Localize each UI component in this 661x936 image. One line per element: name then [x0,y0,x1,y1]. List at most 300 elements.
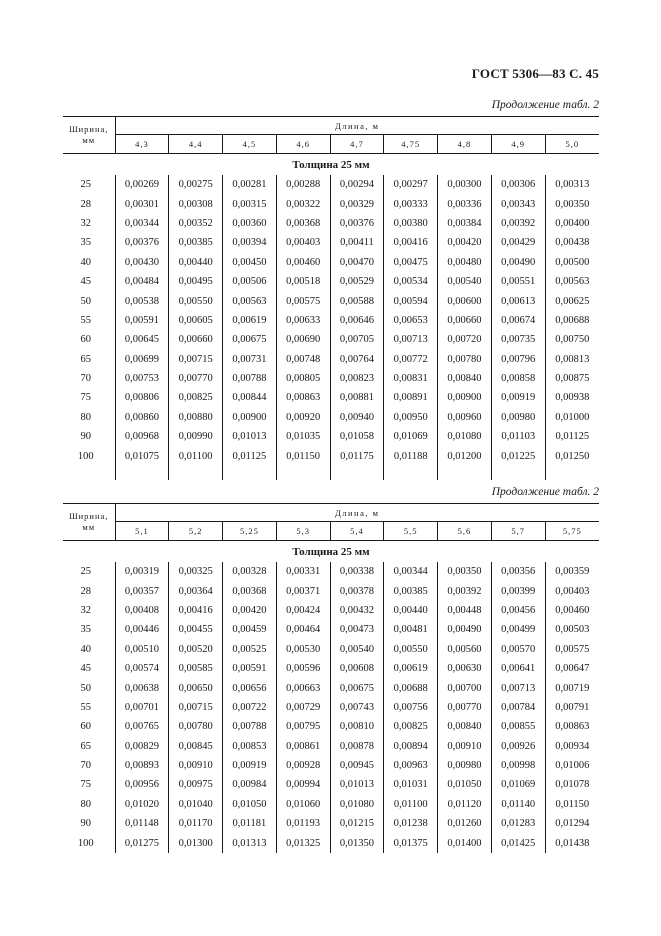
value-cell: 0,00700 [438,678,492,697]
value-cell: 0,00950 [384,408,438,427]
value-cell: 0,01294 [555,818,590,830]
value-cell: 0,00460 [555,604,590,616]
value-cell: 0,00294 [330,175,384,194]
value-cell: 0,00791 [555,701,590,713]
value-cell: 0,00653 [384,311,438,330]
value-cell: 0,01175 [330,446,384,465]
value-cell: 0,00550 [384,640,438,659]
value-cell: 0,00880 [169,408,223,427]
value-cell: 0,00563 [223,291,277,310]
length-column-header: 4,5 [223,135,277,154]
value-cell: 0,00385 [384,581,438,600]
value-cell: 0,00633 [276,311,330,330]
value-cell: 0,01100 [169,446,223,465]
value-cell: 0,00900 [438,388,492,407]
value-cell: 0,00520 [169,640,223,659]
value-cell: 0,00403 [276,233,330,252]
width-cell: 32 [63,601,115,620]
value-cell: 0,00630 [438,659,492,678]
value-cell: 0,00975 [169,775,223,794]
value-cell: 0,00715 [169,350,223,369]
value-cell: 0,00844 [223,388,277,407]
value-cell: 0,00325 [169,562,223,581]
value-cell: 0,00420 [438,233,492,252]
value-cell: 0,00440 [384,601,438,620]
value-cell: 0,00364 [169,581,223,600]
value-cell: 0,00350 [555,198,590,210]
value-cell: 0,00980 [491,408,545,427]
value-cell: 0,01283 [491,814,545,833]
width-cell: 100 [63,833,115,852]
length-column-header: 5,6 [438,522,492,541]
length-column-header: 5,25 [223,522,277,541]
value-cell: 0,00331 [276,562,330,581]
width-header-label: Ширина, [69,124,109,134]
table-column-extension [276,466,330,480]
table-row [63,388,599,407]
value-cell: 0,00343 [491,194,545,213]
value-cell: 0,00500 [555,256,590,268]
value-cell: 0,00313 [555,179,590,191]
value-cell: 0,00780 [438,350,492,369]
value-cell: 0,00940 [330,408,384,427]
value-cell: 0,00336 [438,194,492,213]
table-row [63,640,599,659]
table-row [63,795,599,814]
value-cell: 0,00400 [555,217,590,229]
value-cell: 0,00705 [330,330,384,349]
value-cell: 0,00306 [491,175,545,194]
width-cell: 75 [63,775,115,794]
table-row [63,678,599,697]
value-cell: 0,01120 [438,795,492,814]
value-cell: 0,00795 [276,717,330,736]
value-cell: 0,01069 [491,775,545,794]
value-cell: 0,01040 [169,795,223,814]
value-cell: 0,00646 [330,311,384,330]
value-cell: 0,00538 [115,291,169,310]
value-cell: 0,00455 [169,620,223,639]
value-cell: 0,00371 [276,581,330,600]
value-cell: 0,00329 [330,194,384,213]
value-cell: 0,00591 [223,659,277,678]
value-cell: 0,00368 [223,581,277,600]
value-cell: 0,01006 [555,760,590,772]
value-cell: 0,00894 [384,737,438,756]
value-cell: 0,00551 [491,272,545,291]
value-cell: 0,00403 [555,585,590,597]
value-cell: 0,01325 [276,833,330,852]
table-row [63,175,599,194]
value-cell: 0,00506 [223,272,277,291]
value-cell: 0,00357 [115,581,169,600]
table-row [63,698,599,717]
value-cell: 0,00928 [276,756,330,775]
value-cell: 0,00699 [115,350,169,369]
table-row [63,620,599,639]
value-cell: 0,00963 [384,756,438,775]
width-cell: 60 [63,330,115,349]
table-row [63,737,599,756]
value-cell: 0,00359 [555,566,590,578]
value-cell: 0,00394 [223,233,277,252]
value-cell: 0,00863 [555,721,590,733]
value-cell: 0,00875 [555,373,590,385]
table-row [63,233,599,252]
width-cell: 45 [63,272,115,291]
value-cell: 0,00416 [384,233,438,252]
table-row [63,330,599,349]
value-cell: 0,00638 [115,678,169,697]
value-cell: 0,00663 [276,678,330,697]
value-cell: 0,00490 [438,620,492,639]
value-cell: 0,00392 [491,214,545,233]
table-column-extension [223,466,277,480]
table-column-extension [330,466,384,480]
thickness-label: Толщина 25 мм [292,158,370,171]
value-cell: 0,00720 [438,330,492,349]
length-column-header: 4,3 [115,135,169,154]
value-cell: 0,00731 [223,350,277,369]
value-cell: 0,00456 [491,601,545,620]
table-row [63,756,599,775]
value-cell: 0,01080 [438,427,492,446]
length-header: Длина, м [115,504,599,522]
table-column-extension [491,466,545,480]
value-cell: 0,00813 [555,353,590,365]
value-cell: 0,00825 [169,388,223,407]
table-column-extension [169,466,223,480]
table-row [63,581,599,600]
value-cell: 0,00356 [491,562,545,581]
width-cell: 100 [63,446,115,465]
value-cell: 0,01181 [223,814,277,833]
value-cell: 0,00424 [276,601,330,620]
value-cell: 0,01425 [491,833,545,852]
value-cell: 0,00715 [169,698,223,717]
value-cell: 0,00550 [169,291,223,310]
value-cell: 0,00934 [555,740,590,752]
value-cell: 0,00788 [223,717,277,736]
length-header: Длина, м [115,117,599,135]
table-row [63,369,599,388]
value-cell: 0,00297 [384,175,438,194]
value-cell: 0,00748 [276,350,330,369]
length-column-header: 5,4 [330,522,384,541]
value-cell: 0,00770 [438,698,492,717]
value-cell: 0,00860 [115,408,169,427]
value-cell: 0,00575 [276,291,330,310]
value-cell: 0,00510 [115,640,169,659]
value-cell: 0,00594 [384,291,438,310]
value-cell: 0,00560 [438,640,492,659]
value-cell: 0,00333 [384,194,438,213]
table-1 [63,116,599,480]
value-cell: 0,00619 [223,311,277,330]
value-cell: 0,00780 [169,717,223,736]
value-cell: 0,00784 [491,698,545,717]
width-cell: 90 [63,814,115,833]
value-cell: 0,00585 [169,659,223,678]
value-cell: 0,00688 [384,678,438,697]
value-cell: 0,00647 [555,663,590,675]
width-cell: 40 [63,253,115,272]
value-cell: 0,00675 [223,330,277,349]
value-cell: 0,00910 [169,756,223,775]
width-cell: 28 [63,581,115,600]
value-cell: 0,00344 [115,214,169,233]
value-cell: 0,00840 [438,369,492,388]
width-cell: 70 [63,756,115,775]
value-cell: 0,01260 [438,814,492,833]
value-cell: 0,00968 [115,427,169,446]
width-cell: 75 [63,388,115,407]
length-column-header: 4,4 [169,135,223,154]
value-cell: 0,00308 [169,194,223,213]
value-cell: 0,01150 [555,798,590,810]
value-cell: 0,01400 [438,833,492,852]
table-column-extension [438,466,492,480]
length-column-header: 5,75 [545,522,599,541]
value-cell: 0,00750 [555,334,590,346]
value-cell: 0,00688 [555,314,590,326]
value-cell: 0,01170 [169,814,223,833]
length-column-header: 4,75 [384,135,438,154]
value-cell: 0,00845 [169,737,223,756]
value-cell: 0,00378 [330,581,384,600]
value-cell: 0,00823 [330,369,384,388]
value-cell: 0,00713 [384,330,438,349]
value-cell: 0,00984 [223,775,277,794]
table-1-body [63,175,599,466]
table-2-continuation-label: Продолжение табл. 2 [491,486,599,498]
value-cell: 0,00770 [169,369,223,388]
value-cell: 0,00753 [115,369,169,388]
length-column-header: 5,5 [384,522,438,541]
value-cell: 0,01225 [491,446,545,465]
width-header [63,504,115,541]
value-cell: 0,01100 [384,795,438,814]
value-cell: 0,00540 [438,272,492,291]
value-cell: 0,00534 [384,272,438,291]
value-cell: 0,00416 [169,601,223,620]
value-cell: 0,00499 [491,620,545,639]
value-cell: 0,00660 [438,311,492,330]
width-cell: 40 [63,640,115,659]
value-cell: 0,00855 [491,717,545,736]
value-cell: 0,00438 [555,237,590,249]
length-column-headers [63,135,599,154]
value-cell: 0,00328 [223,562,277,581]
table-row [63,717,599,736]
value-cell: 0,00464 [276,620,330,639]
value-cell: 0,00319 [115,562,169,581]
value-cell: 0,00650 [169,678,223,697]
value-cell: 0,00863 [276,388,330,407]
value-cell: 0,01125 [555,431,590,443]
value-cell: 0,01188 [384,446,438,465]
value-cell: 0,00460 [276,253,330,272]
value-cell: 0,01013 [330,775,384,794]
length-column-headers [63,522,599,541]
length-column-header: 4,8 [438,135,492,154]
value-cell: 0,00530 [276,640,330,659]
value-cell: 0,00322 [276,194,330,213]
table-1-continuation-label: Продолжение табл. 2 [491,99,599,111]
table-row [63,562,599,581]
value-cell: 0,00772 [384,350,438,369]
value-cell: 0,00574 [115,659,169,678]
width-cell: 28 [63,194,115,213]
value-cell: 0,00722 [223,698,277,717]
value-cell: 0,00764 [330,350,384,369]
value-cell: 0,00411 [330,233,384,252]
value-cell: 0,00656 [223,678,277,697]
value-cell: 0,00829 [115,737,169,756]
value-cell: 0,00788 [223,369,277,388]
width-cell: 25 [63,562,115,581]
value-cell: 0,01069 [384,427,438,446]
value-cell: 0,00518 [276,272,330,291]
value-cell: 0,00360 [223,214,277,233]
value-cell: 0,00440 [169,253,223,272]
table-2 [63,503,599,853]
width-header-unit: мм [82,135,96,145]
value-cell: 0,00575 [555,643,590,655]
width-cell: 25 [63,175,115,194]
value-cell: 0,01200 [438,446,492,465]
width-cell: 70 [63,369,115,388]
value-cell: 0,00384 [438,214,492,233]
value-cell: 0,00796 [491,350,545,369]
table-row [63,427,599,446]
value-cell: 0,01058 [330,427,384,446]
value-cell: 0,00861 [276,737,330,756]
value-cell: 0,00938 [555,392,590,404]
value-cell: 0,00881 [330,388,384,407]
value-cell: 0,00919 [491,388,545,407]
value-cell: 0,00376 [330,214,384,233]
value-cell: 0,00399 [491,581,545,600]
width-cell: 55 [63,698,115,717]
value-cell: 0,01020 [115,795,169,814]
table-column-extension [384,466,438,480]
length-column-header: 5,0 [545,135,599,154]
value-cell: 0,00596 [276,659,330,678]
value-cell: 0,00756 [384,698,438,717]
width-cell: 90 [63,427,115,446]
value-cell: 0,00563 [555,276,590,288]
table-row [63,775,599,794]
value-cell: 0,00919 [223,756,277,775]
value-cell: 0,01050 [223,795,277,814]
value-cell: 0,00380 [384,214,438,233]
value-cell: 0,00765 [115,717,169,736]
table-row [63,350,599,369]
length-column-header: 4,7 [330,135,384,154]
value-cell: 0,00608 [330,659,384,678]
table-row [63,659,599,678]
table-row [63,311,599,330]
value-cell: 0,00858 [491,369,545,388]
value-cell: 0,00338 [330,562,384,581]
value-cell: 0,01250 [555,450,590,462]
value-cell: 0,00675 [330,678,384,697]
length-column-header: 5,3 [276,522,330,541]
value-cell: 0,00891 [384,388,438,407]
value-cell: 0,01080 [330,795,384,814]
table-row [63,291,599,310]
value-cell: 0,00990 [169,427,223,446]
value-cell: 0,01438 [555,837,590,849]
value-cell: 0,00588 [330,291,384,310]
value-cell: 0,00605 [169,311,223,330]
value-cell: 0,01215 [330,814,384,833]
table-row [63,446,599,465]
width-cell: 35 [63,620,115,639]
value-cell: 0,00713 [491,678,545,697]
value-cell: 0,00960 [438,408,492,427]
value-cell: 0,00998 [491,756,545,775]
width-cell: 80 [63,795,115,814]
value-cell: 0,00315 [223,194,277,213]
value-cell: 0,00470 [330,253,384,272]
value-cell: 0,00840 [438,717,492,736]
value-cell: 0,00719 [555,682,590,694]
value-cell: 0,00806 [115,388,169,407]
value-cell: 0,00429 [491,233,545,252]
table-column-extension [63,466,115,480]
value-cell: 0,01140 [491,795,545,814]
value-cell: 0,00301 [115,194,169,213]
value-cell: 0,00910 [438,737,492,756]
value-cell: 0,00432 [330,601,384,620]
width-header-unit: мм [82,522,96,532]
value-cell: 0,00878 [330,737,384,756]
value-cell: 0,00831 [384,369,438,388]
width-cell: 60 [63,717,115,736]
value-cell: 0,00473 [330,620,384,639]
table-row [63,601,599,620]
table-2-body [63,562,599,853]
value-cell: 0,00645 [115,330,169,349]
value-cell: 0,00893 [115,756,169,775]
value-cell: 0,00350 [438,562,492,581]
value-cell: 0,01031 [384,775,438,794]
width-cell: 45 [63,659,115,678]
value-cell: 0,00619 [384,659,438,678]
value-cell: 0,00352 [169,214,223,233]
value-cell: 0,00420 [223,601,277,620]
value-cell: 0,00300 [438,175,492,194]
value-cell: 0,00735 [491,330,545,349]
value-cell: 0,01300 [169,833,223,852]
table-row [63,272,599,291]
value-cell: 0,00376 [115,233,169,252]
length-column-header: 4,6 [276,135,330,154]
value-cell: 0,00900 [223,408,277,427]
table-row [63,833,599,852]
value-cell: 0,00743 [330,698,384,717]
value-cell: 0,01193 [276,814,330,833]
value-cell: 0,00344 [384,562,438,581]
value-cell: 0,00853 [223,737,277,756]
page-header-title: ГОСТ 5306—83 С. 45 [471,66,599,81]
value-cell: 0,01238 [384,814,438,833]
value-cell: 0,01313 [223,833,277,852]
value-cell: 0,01060 [276,795,330,814]
value-cell: 0,00269 [115,175,169,194]
